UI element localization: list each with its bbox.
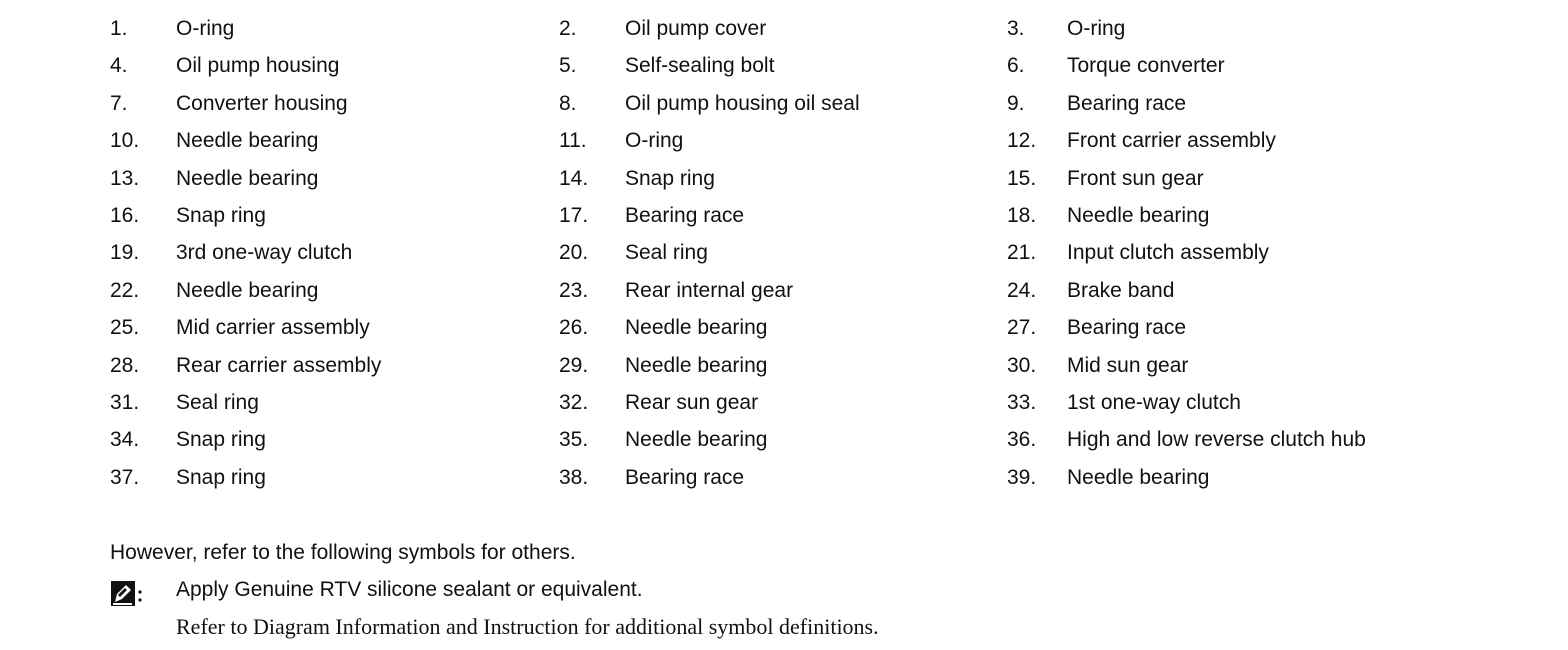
part-number: 13.	[110, 166, 140, 190]
part-number: 24.	[1007, 278, 1037, 302]
parts-row	[0, 160, 1568, 197]
part-name: Self-sealing bolt	[625, 54, 775, 78]
parts-row	[0, 47, 1568, 84]
part-number: 10.	[110, 129, 140, 153]
part-name: Rear internal gear	[625, 278, 794, 302]
part-number: 8.	[559, 91, 577, 115]
symbol-definition-row	[0, 571, 1568, 608]
part-name: Rear carrier assembly	[176, 353, 382, 377]
part-name: Oil pump housing oil seal	[625, 91, 860, 115]
parts-row	[0, 10, 1568, 47]
parts-row	[0, 347, 1568, 384]
part-name: Rear sun gear	[625, 390, 759, 414]
part-name: Torque converter	[1067, 54, 1225, 78]
part-name: Bearing race	[1067, 316, 1187, 340]
parts-row	[0, 272, 1568, 309]
sealant-icon	[110, 580, 144, 610]
part-name: Bearing race	[625, 465, 745, 489]
part-number: 26.	[559, 316, 589, 340]
part-number: 9.	[1007, 91, 1025, 115]
part-name: Brake band	[1067, 278, 1175, 302]
part-number: 17.	[559, 203, 589, 227]
part-name: Needle bearing	[625, 428, 768, 452]
part-name: Front carrier assembly	[1067, 129, 1276, 153]
part-name: 3rd one-way clutch	[176, 241, 353, 265]
parts-row	[0, 85, 1568, 122]
part-number: 4.	[110, 54, 128, 78]
part-number: 38.	[559, 465, 589, 489]
part-name: Oil pump cover	[625, 17, 767, 40]
parts-row	[0, 384, 1568, 421]
part-name: Needle bearing	[625, 353, 768, 377]
part-name: Bearing race	[1067, 91, 1187, 115]
part-name: Seal ring	[176, 390, 259, 414]
part-number: 2.	[559, 17, 577, 40]
part-number: 6.	[1007, 54, 1025, 78]
part-number: 28.	[110, 353, 140, 377]
parts-row	[0, 122, 1568, 159]
part-number: 35.	[559, 428, 589, 452]
part-name: O-ring	[176, 17, 235, 40]
part-number: 15.	[1007, 166, 1037, 190]
part-number: 30.	[1007, 353, 1037, 377]
part-number: 11.	[559, 129, 587, 153]
part-name: Needle bearing	[176, 166, 319, 190]
part-name: Oil pump housing	[176, 54, 340, 78]
part-name: Seal ring	[625, 241, 708, 265]
part-number: 14.	[559, 166, 589, 190]
symbol-reference-note: Refer to Diagram Information and Instruction for additional symbol definitions.	[176, 614, 879, 639]
part-name: O-ring	[1067, 17, 1126, 40]
part-name: Snap ring	[625, 166, 715, 190]
part-name: Converter housing	[176, 91, 348, 115]
part-number: 20.	[559, 241, 589, 265]
part-name: 1st one-way clutch	[1067, 390, 1241, 414]
part-name: Needle bearing	[176, 129, 319, 153]
part-number: 5.	[559, 54, 577, 78]
part-number: 32.	[559, 390, 589, 414]
part-name: Front sun gear	[1067, 166, 1204, 190]
part-number: 1.	[110, 17, 128, 40]
part-number: 31.	[110, 390, 140, 414]
part-number: 39.	[1007, 465, 1037, 489]
part-number: 37.	[110, 465, 140, 489]
parts-list	[0, 10, 1568, 496]
part-number: 23.	[559, 278, 589, 302]
part-number: 19.	[110, 241, 140, 265]
parts-row	[0, 234, 1568, 271]
part-number: 27.	[1007, 316, 1037, 340]
part-name: Needle bearing	[1067, 203, 1210, 227]
part-name: O-ring	[625, 129, 684, 153]
part-name: Needle bearing	[625, 316, 768, 340]
parts-row	[0, 309, 1568, 346]
part-name: Snap ring	[176, 428, 266, 452]
part-name: Snap ring	[176, 203, 266, 227]
part-number: 12.	[1007, 129, 1037, 153]
part-number: 29.	[559, 353, 589, 377]
parts-row	[0, 459, 1568, 496]
sealant-description: Apply Genuine RTV silicone sealant or equivalent.	[176, 578, 643, 601]
part-number: 3.	[1007, 17, 1025, 40]
part-number: 36.	[1007, 428, 1037, 452]
part-name: Needle bearing	[1067, 465, 1210, 489]
part-name: Mid carrier assembly	[176, 316, 370, 340]
part-name: Snap ring	[176, 465, 266, 489]
part-number: 25.	[110, 316, 140, 340]
part-name: Bearing race	[625, 203, 745, 227]
part-name: Input clutch assembly	[1067, 241, 1269, 265]
part-name: Needle bearing	[176, 278, 319, 302]
parts-row	[0, 421, 1568, 458]
parts-row	[0, 197, 1568, 234]
notes-intro: However, refer to the following symbols for others.	[110, 541, 576, 564]
part-number: 7.	[110, 91, 128, 115]
part-name: Mid sun gear	[1067, 353, 1189, 377]
part-number: 16.	[110, 203, 140, 227]
part-number: 21.	[1007, 241, 1037, 265]
part-name: High and low reverse clutch hub	[1067, 428, 1366, 452]
part-number: 18.	[1007, 203, 1037, 227]
part-number: 34.	[110, 428, 140, 452]
part-number: 22.	[110, 278, 140, 302]
part-number: 33.	[1007, 390, 1037, 414]
